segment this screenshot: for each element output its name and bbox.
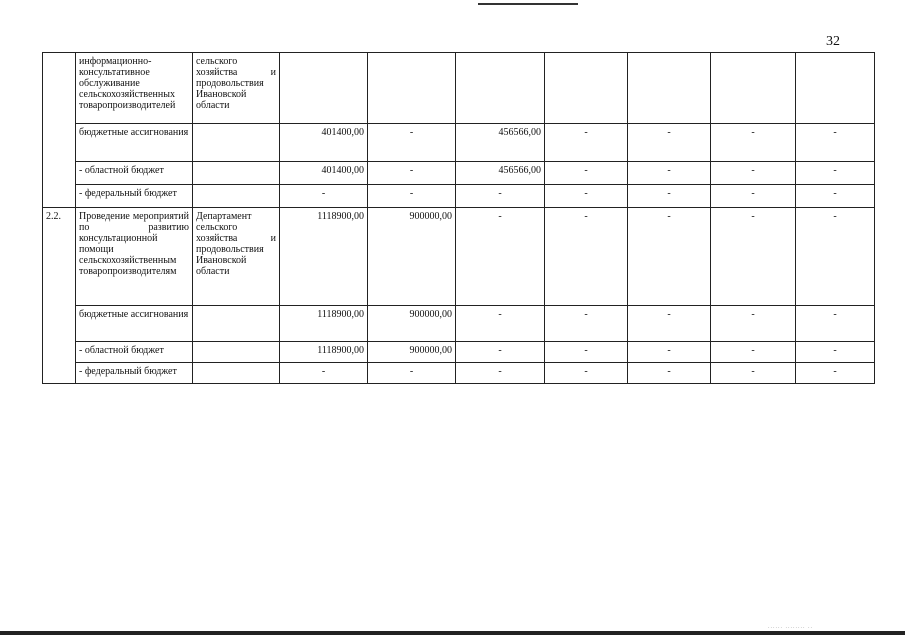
value-cell: - bbox=[628, 306, 711, 342]
row-number: 2.2. bbox=[43, 208, 76, 384]
bottom-edge-rule bbox=[0, 631, 905, 635]
budget-table bbox=[42, 52, 875, 384]
value-cell: - bbox=[796, 363, 875, 384]
value-cell: - bbox=[545, 162, 628, 185]
value-cell: 456566,00 bbox=[456, 162, 545, 185]
measure-description: бюджетные ассигнования bbox=[76, 306, 193, 342]
value-cell: - bbox=[368, 162, 456, 185]
value-cell: - bbox=[280, 363, 368, 384]
value-cell: 900000,00 bbox=[368, 306, 456, 342]
value-cell: - bbox=[456, 363, 545, 384]
value-cell: - bbox=[280, 185, 368, 208]
value-cell: - bbox=[711, 306, 796, 342]
value-cell: - bbox=[711, 363, 796, 384]
table-row bbox=[43, 363, 875, 384]
value-cell: - bbox=[711, 342, 796, 363]
measure-description: - областной бюджет bbox=[76, 342, 193, 363]
value-cell: - bbox=[628, 162, 711, 185]
responsible-department bbox=[193, 306, 280, 342]
value-cell: - bbox=[545, 363, 628, 384]
value-cell bbox=[368, 53, 456, 124]
table-row bbox=[43, 185, 875, 208]
value-cell: 1118900,00 bbox=[280, 306, 368, 342]
value-cell: - bbox=[796, 124, 875, 162]
value-cell: - bbox=[711, 162, 796, 185]
value-cell bbox=[796, 53, 875, 124]
footer-scan-mark: ...... ........ .. bbox=[768, 624, 813, 630]
value-cell: - bbox=[628, 208, 711, 306]
measure-description: Проведение мероприятий по развитию консультационной помощи сельскохозяйственным товаропроизводителям bbox=[76, 208, 193, 306]
top-rule bbox=[478, 3, 578, 5]
value-cell: - bbox=[545, 306, 628, 342]
value-cell bbox=[711, 53, 796, 124]
value-cell: - bbox=[456, 342, 545, 363]
value-cell: - bbox=[456, 208, 545, 306]
value-cell: - bbox=[545, 124, 628, 162]
responsible-department: Департамент сельского хозяйства и продовольствия Ивановской области bbox=[193, 208, 280, 306]
measure-description: - областной бюджет bbox=[76, 162, 193, 185]
table-row bbox=[43, 124, 875, 162]
value-cell: - bbox=[711, 208, 796, 306]
responsible-department bbox=[193, 363, 280, 384]
value-cell bbox=[545, 53, 628, 124]
value-cell: - bbox=[796, 208, 875, 306]
measure-description: бюджетные ассигнования bbox=[76, 124, 193, 162]
responsible-department bbox=[193, 162, 280, 185]
value-cell: 401400,00 bbox=[280, 124, 368, 162]
value-cell: - bbox=[628, 342, 711, 363]
measure-description: - федеральный бюджет bbox=[76, 363, 193, 384]
responsible-department bbox=[193, 185, 280, 208]
value-cell: - bbox=[711, 185, 796, 208]
value-cell: 1118900,00 bbox=[280, 342, 368, 363]
value-cell: - bbox=[796, 162, 875, 185]
value-cell: - bbox=[456, 306, 545, 342]
value-cell: 401400,00 bbox=[280, 162, 368, 185]
value-cell bbox=[280, 53, 368, 124]
value-cell bbox=[456, 53, 545, 124]
value-cell: - bbox=[456, 185, 545, 208]
value-cell: - bbox=[628, 363, 711, 384]
value-cell: - bbox=[545, 208, 628, 306]
value-cell: - bbox=[796, 342, 875, 363]
value-cell: - bbox=[368, 124, 456, 162]
responsible-department bbox=[193, 124, 280, 162]
table-row bbox=[43, 306, 875, 342]
value-cell: 900000,00 bbox=[368, 342, 456, 363]
responsible-department bbox=[193, 342, 280, 363]
table-row bbox=[43, 342, 875, 363]
value-cell: - bbox=[796, 306, 875, 342]
value-cell: - bbox=[628, 185, 711, 208]
responsible-department: сельского хозяйства и продовольствия Ивановской области bbox=[193, 53, 280, 124]
table-row bbox=[43, 162, 875, 185]
measure-description: информационно-консультативное обслуживание сельскохозяйственных товаропроизводителей bbox=[76, 53, 193, 124]
page-number: 32 bbox=[826, 34, 840, 49]
value-cell: - bbox=[711, 124, 796, 162]
value-cell: - bbox=[545, 342, 628, 363]
row-number bbox=[43, 53, 76, 208]
value-cell: 1118900,00 bbox=[280, 208, 368, 306]
value-cell: - bbox=[628, 124, 711, 162]
value-cell: - bbox=[796, 185, 875, 208]
value-cell: 456566,00 bbox=[456, 124, 545, 162]
measure-description: - федеральный бюджет bbox=[76, 185, 193, 208]
value-cell: - bbox=[545, 185, 628, 208]
value-cell: - bbox=[368, 363, 456, 384]
table-row bbox=[43, 53, 875, 124]
value-cell bbox=[628, 53, 711, 124]
table-row bbox=[43, 208, 875, 306]
value-cell: 900000,00 bbox=[368, 208, 456, 306]
value-cell: - bbox=[368, 185, 456, 208]
